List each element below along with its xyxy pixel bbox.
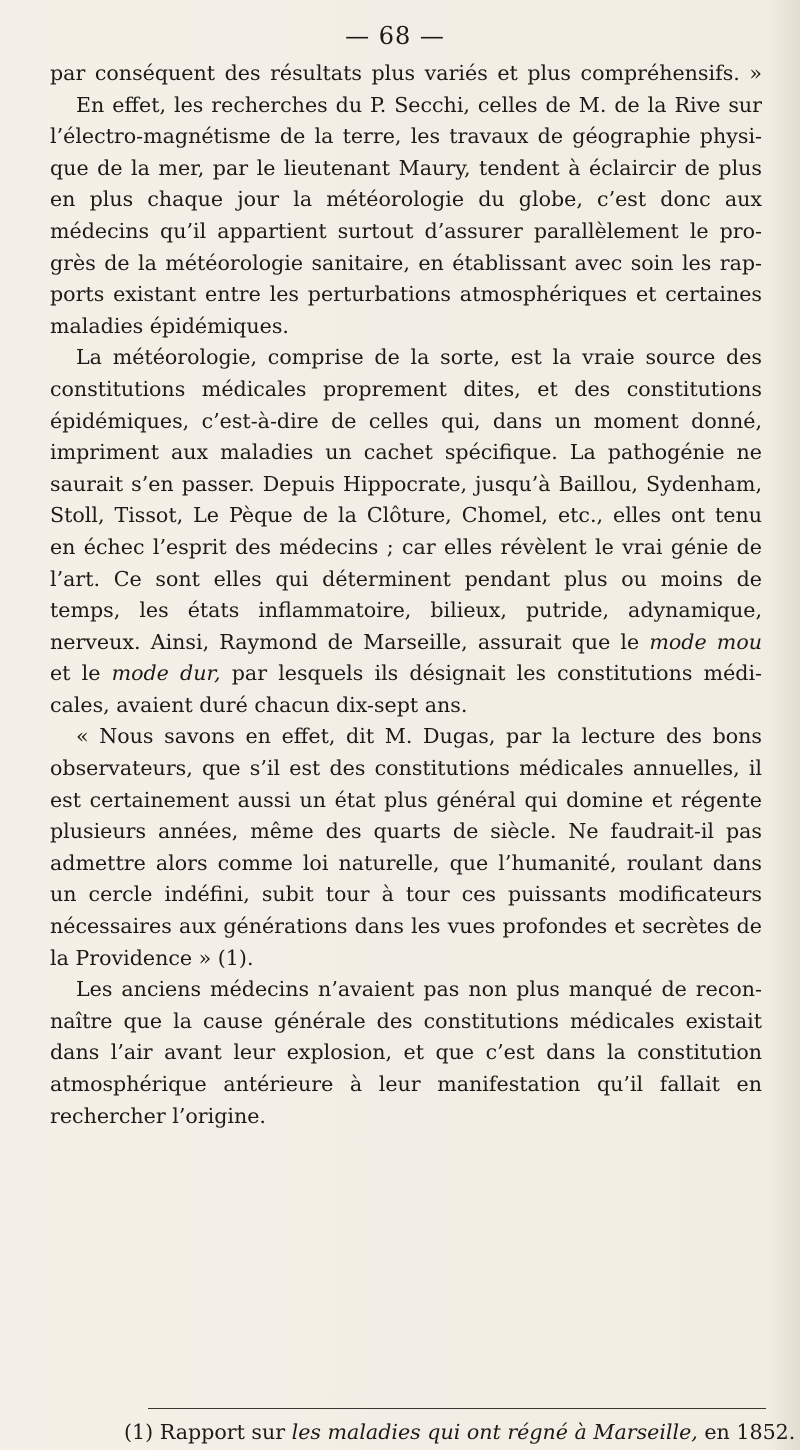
text-line: Les anciens médecins n’avaient pas non plus manqué de recon- <box>76 977 762 1002</box>
text-line: « Nous savons en effet, dit M. Dugas, par la lecture des bons <box>76 724 762 749</box>
footnote <box>124 1418 796 1446</box>
text-run: et le <box>50 661 101 686</box>
text-line: par conséquent des résultats plus variés et plus compréhensifs. » <box>50 61 762 85</box>
text-line: naître que la cause générale des constitutions médicales existait <box>50 1008 762 1033</box>
text-line: ports existant entre les perturbations atmosphériques et certaines <box>50 282 762 307</box>
text-line: un cercle indéfini, subit tour à tour ces puissants modificateurs <box>50 882 762 907</box>
body-text <box>50 58 762 1132</box>
footnote-title: les maladies qui ont régné à Marseille, <box>291 1420 698 1444</box>
footnote-tail: en 1852. <box>704 1420 796 1444</box>
text-line: en échec l’esprit des médecins ; car elles révèlent le vrai génie de <box>50 534 762 559</box>
text-line: rechercher l’origine. <box>50 1103 266 1128</box>
text-line: l’art. Ce sont elles qui déterminent pendant plus ou moins de <box>50 566 762 591</box>
text-run: par lesquels ils désignait les constitutions médi- <box>231 661 762 686</box>
footnote-rule <box>148 1408 766 1409</box>
text-line: plusieurs années, même des quarts de siècle. Ne faudrait-il pas <box>50 819 762 844</box>
text-line: temps, les états inflammatoire, bilieux, putride, adynamique, <box>50 598 762 623</box>
text-line <box>50 627 762 659</box>
text-line: nécessaires aux générations dans les vues profondes et secrètes de <box>50 914 762 939</box>
text-line: observateurs, que s’il est des constitutions médicales annuelles, il <box>50 756 762 781</box>
text-line: constitutions médicales proprement dites, et des constitutions <box>50 376 762 401</box>
text-line: maladies épidémiques. <box>50 313 289 338</box>
footnote-lead: (1) Rapport sur <box>124 1420 286 1444</box>
text-line: La météorologie, comprise de la sorte, est la vraie source des <box>76 345 762 370</box>
text-line: grès de la météorologie sanitaire, en établissant avec soin les rap- <box>50 250 762 275</box>
text-line: Stoll, Tissot, Le Pèque de la Clôture, Chomel, etc., elles ont tenu <box>50 503 762 528</box>
text-run: nerveux. Ainsi, Raymond de Marseille, assurait que le <box>50 629 640 654</box>
text-line: l’électro-magnétisme de la terre, les travaux de géographie physi- <box>50 124 762 149</box>
text-line: cales, avaient duré chacun dix-sept ans. <box>50 692 468 717</box>
text-line: dans l’air avant leur explosion, et que c’est dans la constitution <box>50 1040 762 1065</box>
text-line: admettre alors comme loi naturelle, que l’humanité, roulant dans <box>50 850 762 875</box>
text-line: que de la mer, par le lieutenant Maury, tendent à éclaircir de plus <box>50 155 762 180</box>
text-line: épidémiques, c’est-à-dire de celles qui, dans un moment donné, <box>50 408 762 433</box>
text-line: impriment aux maladies un cachet spécifique. La pathogénie ne <box>50 440 762 465</box>
italic-term: mode mou <box>649 629 762 654</box>
italic-term: mode dur, <box>111 661 221 686</box>
text-line: est certainement aussi un état plus général qui domine et régente <box>50 787 762 812</box>
text-line: en plus chaque jour la météorologie du globe, c’est donc aux <box>50 187 762 212</box>
text-line: saurait s’en passer. Depuis Hippocrate, jusqu’à Baillou, Sydenham, <box>50 471 762 496</box>
page-number: — 68 — <box>345 22 445 50</box>
text-line <box>50 658 762 690</box>
text-line: atmosphérique antérieure à leur manifestation qu’il fallait en <box>50 1072 762 1096</box>
text-line: En effet, les recherches du P. Secchi, celles de M. de la Rive sur <box>76 92 762 117</box>
text-line: la Providence » (1). <box>50 945 254 970</box>
text-line: médecins qu’il appartient surtout d’assurer parallèlement le pro- <box>50 218 762 243</box>
